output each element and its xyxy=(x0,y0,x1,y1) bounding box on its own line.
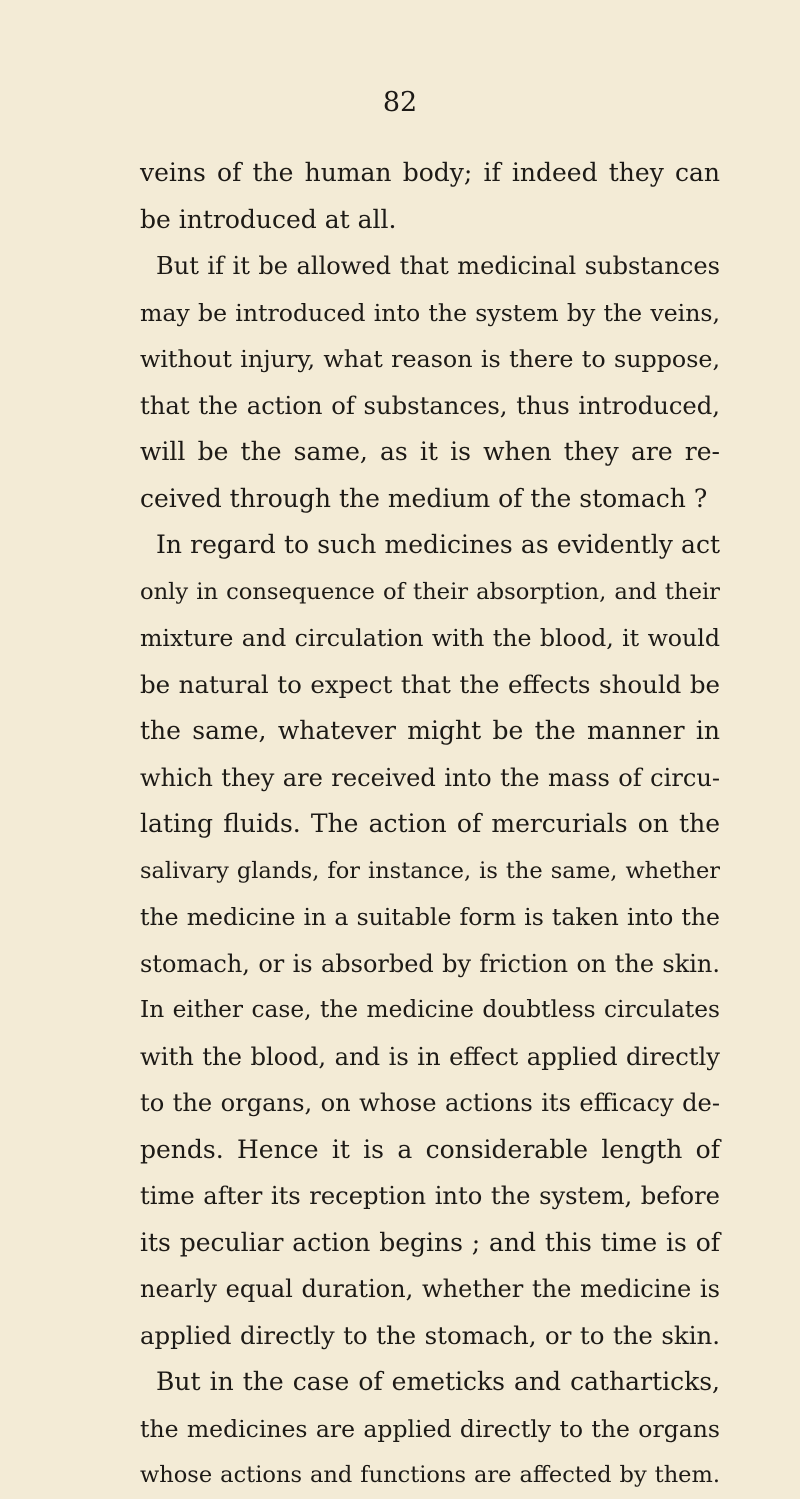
text-line: that the action of substances, thus introduced, xyxy=(140,390,720,420)
text-line: its peculiar action begins ; and this time is of xyxy=(140,1227,720,1257)
text-line: In either case, the medicine doubtless circulates xyxy=(140,996,720,1023)
text-line: whose actions and functions are affected by them. xyxy=(140,1462,720,1488)
text-line: which they are received into the mass of circu- xyxy=(140,763,720,792)
text-line: may be introduced into the system by the veins, xyxy=(140,298,720,327)
text-line: with the blood, and is in effect applied directly xyxy=(140,1041,720,1071)
text-line: lating fluids. The action of mercurials on the xyxy=(140,809,720,838)
text-line: be natural to expect that the effects should be xyxy=(140,669,720,699)
body-text xyxy=(140,150,720,1499)
text-line: be introduced at all. xyxy=(140,204,397,234)
text-line: veins of the human body; if indeed they can xyxy=(140,158,720,187)
text-line: the same, whatever might be the manner in xyxy=(140,716,720,745)
text-line: applied directly to the stomach, or to the skin. xyxy=(140,1320,720,1350)
text-line: the medicine in a suitable form is taken into the xyxy=(140,903,720,931)
text-line: without injury, what reason is there to suppose, xyxy=(140,345,720,373)
text-line: pends. Hence it is a considerable length of xyxy=(140,1134,720,1164)
text-line: mixture and circulation with the blood, it would xyxy=(140,624,720,652)
text-line: salivary glands, for instance, is the same, whether xyxy=(140,857,720,884)
text-line: to the organs, on whose actions its efficacy de- xyxy=(140,1089,720,1117)
text-line: will be the same, as it is when they are re- xyxy=(140,437,720,466)
text-line: stomach, or is absorbed by friction on the skin. xyxy=(140,949,720,978)
text-line: In regard to such medicines as evidently act xyxy=(156,530,720,559)
text-line: only in consequence of their absorption, and their xyxy=(140,578,720,605)
text-line: time after its reception into the system, before xyxy=(140,1182,720,1210)
text-line: ceived through the medium of the stomach ? xyxy=(140,483,708,513)
text-line: But if it be allowed that medicinal substances xyxy=(156,252,720,280)
text-line: nearly equal duration, whether the medicine is xyxy=(140,1275,720,1303)
text-line: But in the case of emeticks and catharticks, xyxy=(156,1367,720,1396)
page-number: 82 xyxy=(382,87,418,118)
text-line: the medicines are applied directly to the organs xyxy=(140,1414,720,1443)
